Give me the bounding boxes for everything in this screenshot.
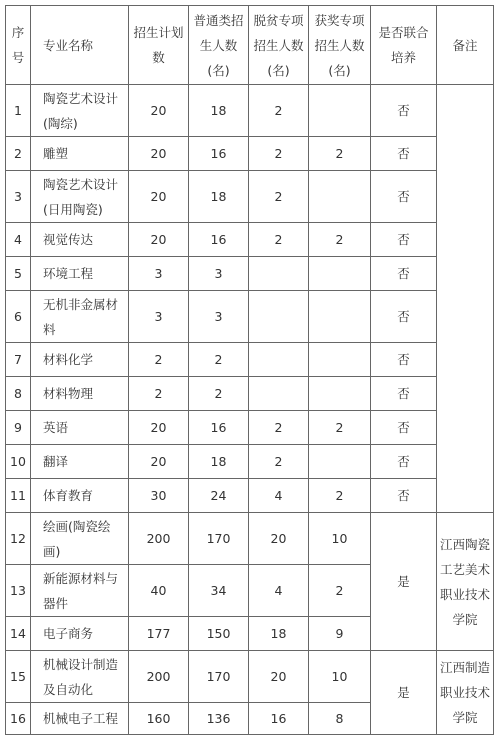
row-major: 机械电子工程 bbox=[31, 703, 129, 735]
row-poverty bbox=[249, 257, 309, 291]
row-plan: 40 bbox=[129, 565, 189, 617]
header-joint: 是否联合培养 bbox=[371, 6, 437, 85]
row-award bbox=[309, 85, 371, 137]
row-seq: 2 bbox=[6, 137, 31, 171]
table-row bbox=[6, 257, 494, 291]
row-major: 绘画(陶瓷绘画) bbox=[31, 513, 129, 565]
table-row bbox=[6, 513, 494, 565]
row-major: 陶瓷艺术设计(陶综) bbox=[31, 85, 129, 137]
group-note: 江西制造职业技术学院 bbox=[437, 651, 494, 735]
row-plan: 3 bbox=[129, 291, 189, 343]
row-plan: 200 bbox=[129, 651, 189, 703]
row-seq: 8 bbox=[6, 377, 31, 411]
row-plan: 160 bbox=[129, 703, 189, 735]
row-award bbox=[309, 257, 371, 291]
row-seq: 1 bbox=[6, 85, 31, 137]
row-award: 10 bbox=[309, 651, 371, 703]
header-row bbox=[6, 6, 494, 85]
row-poverty: 2 bbox=[249, 137, 309, 171]
row-seq: 3 bbox=[6, 171, 31, 223]
row-general: 2 bbox=[189, 343, 249, 377]
row-general: 2 bbox=[189, 377, 249, 411]
row-major: 新能源材料与器件 bbox=[31, 565, 129, 617]
row-award: 2 bbox=[309, 137, 371, 171]
row-major: 无机非金属材料 bbox=[31, 291, 129, 343]
row-seq: 7 bbox=[6, 343, 31, 377]
row-award: 10 bbox=[309, 513, 371, 565]
row-major: 英语 bbox=[31, 411, 129, 445]
table-row bbox=[6, 651, 494, 703]
table-row bbox=[6, 479, 494, 513]
row-plan: 20 bbox=[129, 137, 189, 171]
row-poverty: 4 bbox=[249, 479, 309, 513]
row-general: 18 bbox=[189, 445, 249, 479]
row-general: 150 bbox=[189, 617, 249, 651]
table-row bbox=[6, 445, 494, 479]
table-row bbox=[6, 171, 494, 223]
row-general: 3 bbox=[189, 291, 249, 343]
group-note: 江西陶瓷工艺美术职业技术学院 bbox=[437, 513, 494, 651]
row-poverty: 2 bbox=[249, 223, 309, 257]
row-major: 环境工程 bbox=[31, 257, 129, 291]
row-general: 136 bbox=[189, 703, 249, 735]
header-major: 专业名称 bbox=[31, 6, 129, 85]
enrollment-table bbox=[5, 5, 494, 735]
row-major: 翻译 bbox=[31, 445, 129, 479]
row-poverty: 20 bbox=[249, 651, 309, 703]
row-award: 2 bbox=[309, 479, 371, 513]
row-joint: 否 bbox=[371, 223, 437, 257]
row-joint: 否 bbox=[371, 479, 437, 513]
row-poverty: 2 bbox=[249, 411, 309, 445]
row-poverty bbox=[249, 291, 309, 343]
header-seq: 序号 bbox=[6, 6, 31, 85]
row-plan: 20 bbox=[129, 171, 189, 223]
row-seq: 15 bbox=[6, 651, 31, 703]
row-joint: 否 bbox=[371, 377, 437, 411]
row-plan: 2 bbox=[129, 343, 189, 377]
row-joint: 否 bbox=[371, 411, 437, 445]
row-award: 2 bbox=[309, 223, 371, 257]
row-seq: 14 bbox=[6, 617, 31, 651]
row-major: 机械设计制造及自动化 bbox=[31, 651, 129, 703]
row-joint: 否 bbox=[371, 291, 437, 343]
row-plan: 20 bbox=[129, 223, 189, 257]
row-plan: 20 bbox=[129, 411, 189, 445]
table-row bbox=[6, 377, 494, 411]
row-seq: 10 bbox=[6, 445, 31, 479]
row-award bbox=[309, 377, 371, 411]
row-plan: 20 bbox=[129, 445, 189, 479]
row-seq: 16 bbox=[6, 703, 31, 735]
row-seq: 11 bbox=[6, 479, 31, 513]
row-poverty: 2 bbox=[249, 171, 309, 223]
row-seq: 5 bbox=[6, 257, 31, 291]
row-poverty: 16 bbox=[249, 703, 309, 735]
row-major: 陶瓷艺术设计(日用陶瓷) bbox=[31, 171, 129, 223]
row-joint: 否 bbox=[371, 257, 437, 291]
row-plan: 200 bbox=[129, 513, 189, 565]
group-joint: 是 bbox=[371, 651, 437, 735]
row-joint: 否 bbox=[371, 85, 437, 137]
row-major: 视觉传达 bbox=[31, 223, 129, 257]
header-poverty: 脱贫专项招生人数(名) bbox=[249, 6, 309, 85]
row-joint: 否 bbox=[371, 137, 437, 171]
row-award bbox=[309, 291, 371, 343]
row-plan: 177 bbox=[129, 617, 189, 651]
table-row bbox=[6, 343, 494, 377]
row-general: 16 bbox=[189, 137, 249, 171]
row-plan: 20 bbox=[129, 85, 189, 137]
row-award bbox=[309, 171, 371, 223]
row-joint: 否 bbox=[371, 343, 437, 377]
row-major: 材料物理 bbox=[31, 377, 129, 411]
row-seq: 6 bbox=[6, 291, 31, 343]
group-joint: 是 bbox=[371, 513, 437, 651]
row-major: 雕塑 bbox=[31, 137, 129, 171]
row-general: 18 bbox=[189, 171, 249, 223]
row-poverty: 20 bbox=[249, 513, 309, 565]
row-poverty: 18 bbox=[249, 617, 309, 651]
row-general: 16 bbox=[189, 411, 249, 445]
header-general: 普通类招生人数(名) bbox=[189, 6, 249, 85]
table-row bbox=[6, 411, 494, 445]
row-general: 18 bbox=[189, 85, 249, 137]
note-empty-cell bbox=[437, 85, 494, 513]
row-general: 16 bbox=[189, 223, 249, 257]
row-poverty: 2 bbox=[249, 85, 309, 137]
row-award: 8 bbox=[309, 703, 371, 735]
header-note: 备注 bbox=[437, 6, 494, 85]
row-award: 2 bbox=[309, 565, 371, 617]
row-award: 9 bbox=[309, 617, 371, 651]
table-row bbox=[6, 85, 494, 137]
row-seq: 12 bbox=[6, 513, 31, 565]
table-row bbox=[6, 223, 494, 257]
row-plan: 3 bbox=[129, 257, 189, 291]
row-plan: 2 bbox=[129, 377, 189, 411]
row-general: 170 bbox=[189, 513, 249, 565]
row-seq: 4 bbox=[6, 223, 31, 257]
row-joint: 否 bbox=[371, 171, 437, 223]
row-plan: 30 bbox=[129, 479, 189, 513]
row-major: 体育教育 bbox=[31, 479, 129, 513]
row-major: 材料化学 bbox=[31, 343, 129, 377]
row-award bbox=[309, 343, 371, 377]
row-major: 电子商务 bbox=[31, 617, 129, 651]
row-joint: 否 bbox=[371, 445, 437, 479]
row-seq: 9 bbox=[6, 411, 31, 445]
row-poverty bbox=[249, 343, 309, 377]
header-award: 获奖专项招生人数(名) bbox=[309, 6, 371, 85]
row-general: 24 bbox=[189, 479, 249, 513]
row-general: 3 bbox=[189, 257, 249, 291]
row-poverty: 2 bbox=[249, 445, 309, 479]
row-general: 170 bbox=[189, 651, 249, 703]
row-award: 2 bbox=[309, 411, 371, 445]
table-row bbox=[6, 291, 494, 343]
row-seq: 13 bbox=[6, 565, 31, 617]
row-poverty bbox=[249, 377, 309, 411]
row-general: 34 bbox=[189, 565, 249, 617]
row-award bbox=[309, 445, 371, 479]
header-plan: 招生计划数 bbox=[129, 6, 189, 85]
row-poverty: 4 bbox=[249, 565, 309, 617]
table-row bbox=[6, 137, 494, 171]
